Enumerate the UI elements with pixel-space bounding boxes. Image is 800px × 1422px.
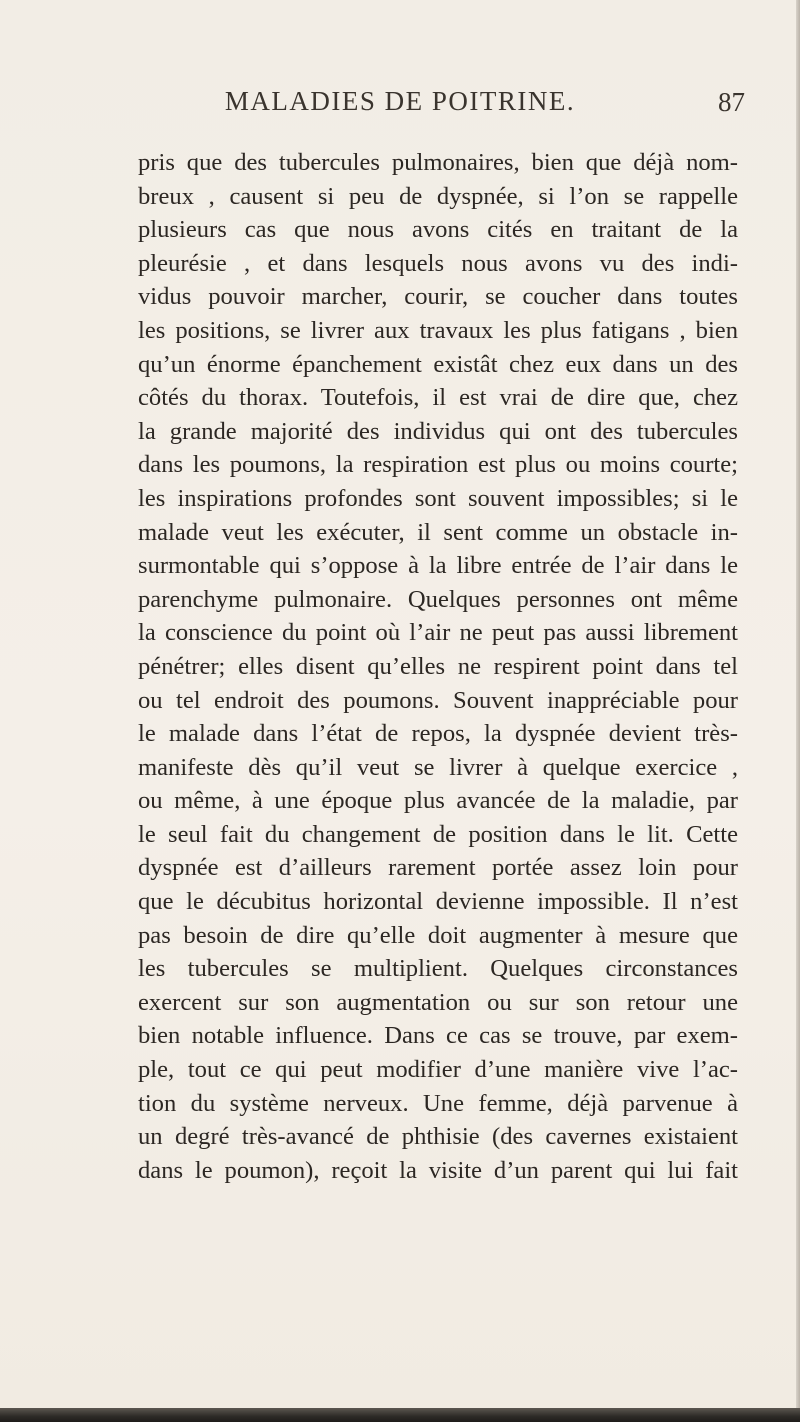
text-line: pas besoin de dire qu’elle doit augmenter à mesure que xyxy=(138,921,738,949)
text-line: la conscience du point où l’air ne peut pas aussi librement xyxy=(138,619,738,647)
page-number: 87 xyxy=(718,87,745,117)
text-line: dans le poumon), reçoit la visite d’un parent qui lui fait xyxy=(138,1156,738,1184)
text-line: manifeste dès qu’il veut se livrer à quelque exercice , xyxy=(138,753,738,781)
text-line: pris que des tubercules pulmonaires, bien que déjà nom- xyxy=(138,149,738,176)
text-line: ou même, à une époque plus avancée de la maladie, par xyxy=(138,787,738,815)
text-line: bien notable influence. Dans ce cas se trouve, par exem- xyxy=(138,1022,738,1050)
text-line: dyspnée est d’ailleurs rarement portée assez loin pour xyxy=(138,854,738,882)
text-line: exercent sur son augmentation ou sur son retour une xyxy=(138,988,738,1016)
text-line: plusieurs cas que nous avons cités en traitant de la xyxy=(138,216,738,244)
text-line: vidus pouvoir marcher, courir, se coucher dans toutes xyxy=(138,283,738,311)
text-line: pénétrer; elles disent qu’elles ne respirent point dans tel xyxy=(138,652,738,680)
scan-bottom-edge xyxy=(0,1408,800,1422)
text-line: ple, tout ce qui peut modifier d’une manière vive l’ac- xyxy=(138,1056,738,1084)
text-line: parenchyme pulmonaire. Quelques personnes ont même xyxy=(138,585,738,613)
text-line: un degré très-avancé de phthisie (des cavernes existaient xyxy=(138,1123,738,1151)
text-line: malade veut les exécuter, il sent comme un obstacle in- xyxy=(138,518,738,546)
text-line: dans les poumons, la respiration est plus ou moins courte; xyxy=(138,451,738,479)
body-text xyxy=(138,146,738,1187)
text-line: le seul fait du changement de position dans le lit. Cette xyxy=(138,820,738,848)
text-line: les tubercules se multiplient. Quelques circonstances xyxy=(138,955,738,983)
text-line: tion du système nerveux. Une femme, déjà parvenue à xyxy=(138,1089,738,1117)
text-line: la grande majorité des individus qui ont des tubercules xyxy=(138,417,738,445)
page-edge-shadow xyxy=(796,0,800,1422)
text-line: les inspirations profondes sont souvent impossibles; si le xyxy=(138,484,738,512)
text-line: côtés du thorax. Toutefois, il est vrai de dire que, chez xyxy=(138,384,738,412)
text-line: ou tel endroit des poumons. Souvent inappréciable pour xyxy=(138,686,738,714)
text-line: que le décubitus horizontal devienne impossible. Il n’est xyxy=(138,888,738,916)
text-line: les positions, se livrer aux travaux les plus fatigans , bien xyxy=(138,316,738,344)
text-line: surmontable qui s’oppose à la libre entrée de l’air dans le xyxy=(138,552,738,580)
text-line: pleurésie , et dans lesquels nous avons vu des indi- xyxy=(138,249,738,277)
text-line: le malade dans l’état de repos, la dyspnée devient très- xyxy=(138,720,738,748)
text-line: breux , causent si peu de dyspnée, si l’on se rappelle xyxy=(138,182,738,210)
text-line: qu’un énorme épanchement existât chez eux dans un des xyxy=(138,350,738,378)
running-title: MALADIES DE POITRINE. xyxy=(224,86,576,116)
page-header xyxy=(0,86,800,122)
